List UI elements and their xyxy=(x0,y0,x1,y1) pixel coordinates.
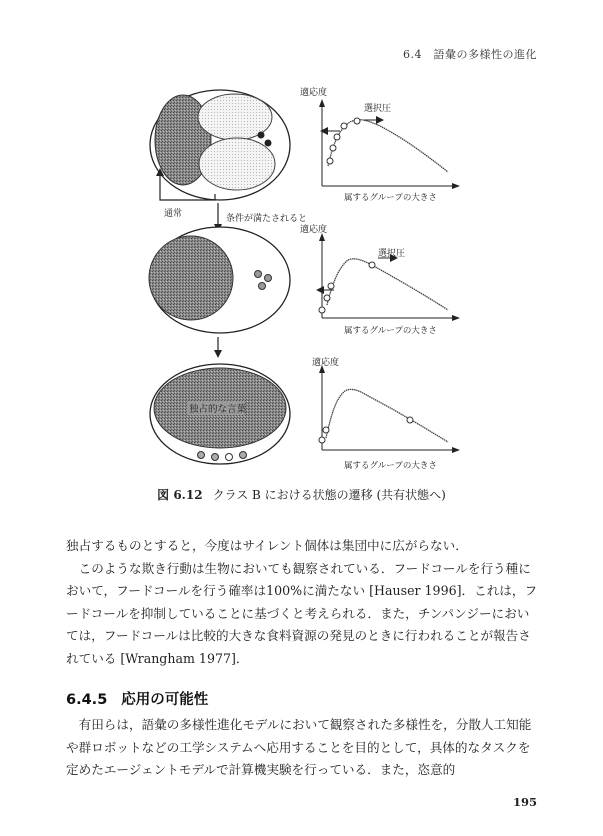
graph2-xlabel: 属するグループの大きさ xyxy=(344,326,437,336)
graph3-ylabel: 適応度 xyxy=(312,358,340,368)
state-1-diagram xyxy=(150,90,290,200)
caption-text: クラス B における状態の遷移 (共有状態へ) xyxy=(212,488,446,502)
page-number: 195 xyxy=(512,795,537,809)
graph1-ylabel: 適応度 xyxy=(300,88,328,98)
paragraph-2: このような欺き行動は生物においても観察されている．フードコールを行う種において，フードコールを行う確率は100%に満たない [Hauser 1996]．これは，フードコールを抑制していることに基づくと考えられる．また，チンパンジーにおいては，フードコールは比較的大きな食料資源の発見のときに行われることが報告されている [Wrangham 1977]． xyxy=(66,560,538,666)
label-normal: 通常 xyxy=(164,209,183,219)
body-text-block xyxy=(66,535,538,670)
running-head: 6.4 語彙の多様性の進化 xyxy=(403,48,537,61)
section-number: 6.4.5 xyxy=(66,692,108,708)
graph2-pressure-label: 選択圧 xyxy=(378,249,406,259)
graph1-pressure-label: 選択圧 xyxy=(364,104,392,114)
label-condition: 条件が満たされると xyxy=(226,214,308,224)
dark-group-2 xyxy=(149,236,233,320)
graph2-ylabel: 適応度 xyxy=(300,225,328,235)
graph3-xlabel: 属するグループの大きさ xyxy=(344,461,437,471)
fitness-curve-3 xyxy=(326,389,448,442)
fitness-graph-3 xyxy=(319,365,460,453)
section-heading xyxy=(66,688,208,709)
fitness-graph-2 xyxy=(316,233,460,321)
body-text-block-2 xyxy=(66,714,538,782)
caption-number: 図 6.12 xyxy=(157,488,203,502)
dot-3a xyxy=(198,452,205,459)
label-monopoly: 独占的な言葉 xyxy=(189,404,247,415)
dot-gray-2a xyxy=(255,271,262,278)
dot-gray-2b xyxy=(265,275,272,282)
paragraph-1: 独占するものとすると，今度はサイレント個体は集団中に広がらない． xyxy=(66,538,468,553)
dot-black-1b xyxy=(265,140,272,147)
dot-3c xyxy=(226,454,233,461)
dot-3d xyxy=(240,452,247,459)
dot-black-1a xyxy=(258,132,265,139)
dot-3b xyxy=(212,454,219,461)
transition-arrow-2 xyxy=(214,337,222,358)
section-title: 応用の可能性 xyxy=(121,692,209,708)
state-2-diagram xyxy=(149,227,290,333)
fitness-curve-2 xyxy=(327,259,448,310)
paragraph-3: 有田らは，語彙の多様性進化モデルにおいて観察された多様性を，分散人工知能や群ロボットなどの工学システムへ応用することを目的として，具体的なタスクを定めたエージェントモデルで計算機実験を行っている．また，恣意的 xyxy=(66,717,532,777)
figure-caption xyxy=(0,486,603,503)
light-group-1b xyxy=(199,138,275,190)
dot-gray-2c xyxy=(259,283,266,290)
graph1-xlabel: 属するグループの大きさ xyxy=(344,193,437,203)
